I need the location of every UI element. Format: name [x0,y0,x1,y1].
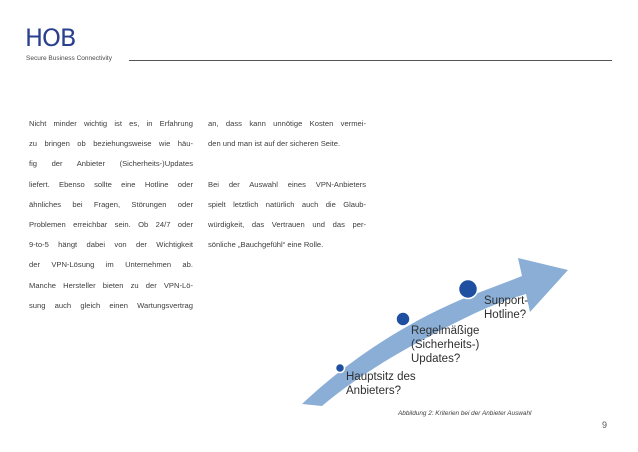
text-line: ähnliches bei Fragen, Störungen oder [29,199,193,209]
header-divider [129,60,612,61]
step-dot-3 [459,280,478,299]
figure-caption: Abbildung 2: Kriterien bei der Anbieter Auswahl [398,410,532,417]
text-line: spielt letztlich natürlich auch die Glaub- [208,199,366,209]
text-line: liefert. Ebenso sollte eine Hotline oder [29,179,193,189]
text-line: Problemen erreichbar sein. Ob 24/7 oder [29,220,193,230]
text-line: Bei der Auswahl eines VPN-Anbieters [208,179,366,189]
text-line: sung auch gleich einen Wartungsvertrag [29,300,193,310]
text-line: 9-to-5 hängt dabei von der Wichtigkeit [29,240,193,250]
text-line: Manche Hersteller bieten zu der VPN-Lö- [29,280,193,290]
step-dot-1 [336,364,345,373]
text-line: Nicht minder wichtig ist es, in Erfahrung [29,119,193,128]
text-line: der VPN-Lösung im Unternehmen ab. [29,260,193,270]
text-line: an, dass kann unnötige Kosten vermei- [208,119,366,128]
text-line: sönliche „Bauchgefühl“ eine Rolle. [208,240,324,250]
text-line: zu bringen ob beziehungsweise wie häu- [29,139,193,149]
step-label-1: Hauptsitz des Anbieters? [346,371,416,397]
page-number: 9 [602,420,608,430]
step-dot-2 [396,312,410,326]
logo-mark [25,26,75,50]
step-label-2: Regelmäßige (Sicherheits-) Updates? [411,325,480,365]
logo-tagline: Secure Business Connectivity [26,55,112,62]
text-line: würdigkeit, das Vertrauen und das per- [208,220,366,229]
logo-text: HOB [25,24,76,52]
company-logo [25,26,75,50]
text-line: fig der Anbieter (Sicherheits-)Updates [29,159,193,169]
paragraph [208,114,366,154]
criteria-arrow-diagram [300,228,570,408]
text-line: den und man ist auf der sicheren Seite. [208,139,341,149]
body-column-left [29,114,193,316]
step-label-3: Support- Hotline? [484,295,529,321]
